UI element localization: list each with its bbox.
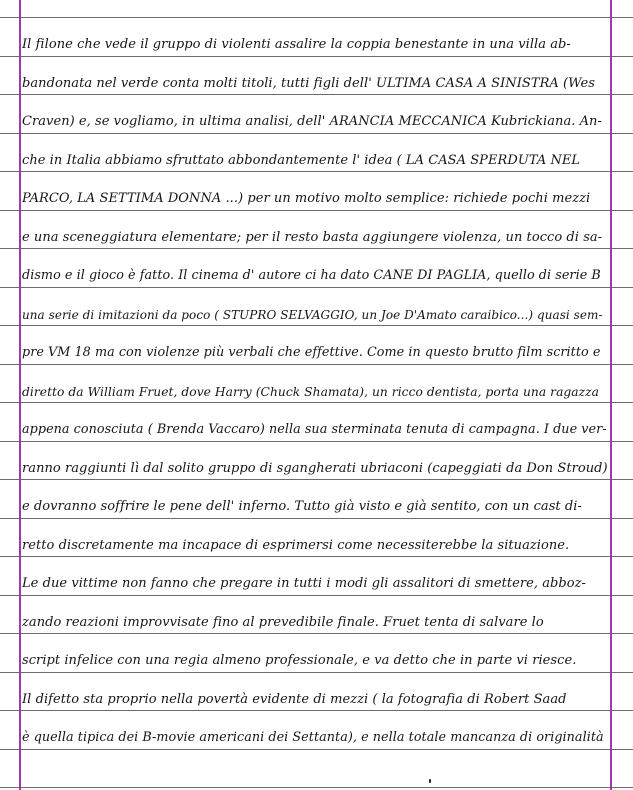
ruled-line <box>0 710 633 711</box>
text-line: Il difetto sta proprio nella povertà evidente di mezzi ( la fotografia di Robert Saad <box>22 692 567 707</box>
text-line: che in Italia abbiamo sfruttato abbondantemente l' idea ( LA CASA SPERDUTA NEL <box>22 153 581 168</box>
ruled-line <box>0 171 633 172</box>
ruled-line <box>0 94 633 95</box>
ruled-line <box>0 133 633 134</box>
text-line: dismo e il gioco è fatto. Il cinema d' autore ci ha dato CANE DI PAGLIA, quello di serie B <box>22 268 601 283</box>
text-line: e una sceneggiatura elementare; per il resto basta aggiungere violenza, un tocco di sa- <box>22 230 603 245</box>
ruled-line <box>0 672 633 673</box>
text-line: pre VM 18 ma con violenze più verbali che effettive. Come in questo brutto film scritto e <box>22 345 601 360</box>
text-line: zando reazioni improvvisate fino al prevedibile finale. Fruet tenta di salvare lo <box>22 615 544 630</box>
left-margin-line <box>19 0 21 790</box>
text-line: è quella tipica dei B-movie americani dei Settanta), e nella totale mancanza di originalità <box>22 730 604 745</box>
text-line: una serie di imitazioni da poco ( STUPRO SELVAGGIO, un Joe D'Amato caraibico...) quasi sem- <box>22 308 603 322</box>
ruled-line <box>0 479 633 480</box>
ruled-line <box>0 325 633 326</box>
text-line: appena conosciuta ( Brenda Vaccaro) nella sua sterminata tenuta di campagna. I due ver- <box>22 422 607 437</box>
ink-mark <box>429 779 431 783</box>
ruled-line <box>0 56 633 57</box>
text-line: Craven) e, se vogliamo, in ultima analisi, dell' ARANCIA MECCANICA Kubrickiana. An- <box>22 114 602 129</box>
text-line: e dovranno soffrire le pene dell' inferno. Tutto già visto e già sentito, con un cast di- <box>22 499 582 514</box>
text-line: retto discretamente ma incapace di esprimersi come necessiterebbe la situazione. <box>22 538 570 553</box>
ruled-line <box>0 518 633 519</box>
text-line: bandonata nel verde conta molti titoli, tutti figli dell' ULTIMA CASA A SINISTRA (Wes <box>22 76 595 91</box>
right-margin-line <box>610 0 612 790</box>
ruled-line <box>0 248 633 249</box>
text-line: Le due vittime non fanno che pregare in tutti i modi gli assalitori di smettere, abboz- <box>22 576 586 591</box>
text-line: Il filone che vede il gruppo di violenti assalire la coppia benestante in una villa ab- <box>22 37 571 52</box>
ruled-line <box>0 287 633 288</box>
ruled-line <box>0 595 633 596</box>
text-line: script infelice con una regia almeno professionale, e va detto che in parte vi riesce. <box>22 653 577 668</box>
ruled-line <box>0 210 633 211</box>
ruled-line <box>0 17 633 18</box>
ruled-line <box>0 749 633 750</box>
text-line: PARCO, LA SETTIMA DONNA ...) per un motivo molto semplice: richiede pochi mezzi <box>22 191 591 206</box>
ruled-line <box>0 633 633 634</box>
ruled-line <box>0 787 633 788</box>
text-line: ranno raggiunti lì dal solito gruppo di sgangherati ubriaconi (capeggiati da Don Stroud) <box>22 461 608 476</box>
ruled-line <box>0 441 633 442</box>
text-line: diretto da William Fruet, dove Harry (Chuck Shamata), un ricco dentista, porta una ragazza <box>22 385 600 399</box>
ruled-line <box>0 556 633 557</box>
ruled-line <box>0 364 633 365</box>
ruled-line <box>0 402 633 403</box>
